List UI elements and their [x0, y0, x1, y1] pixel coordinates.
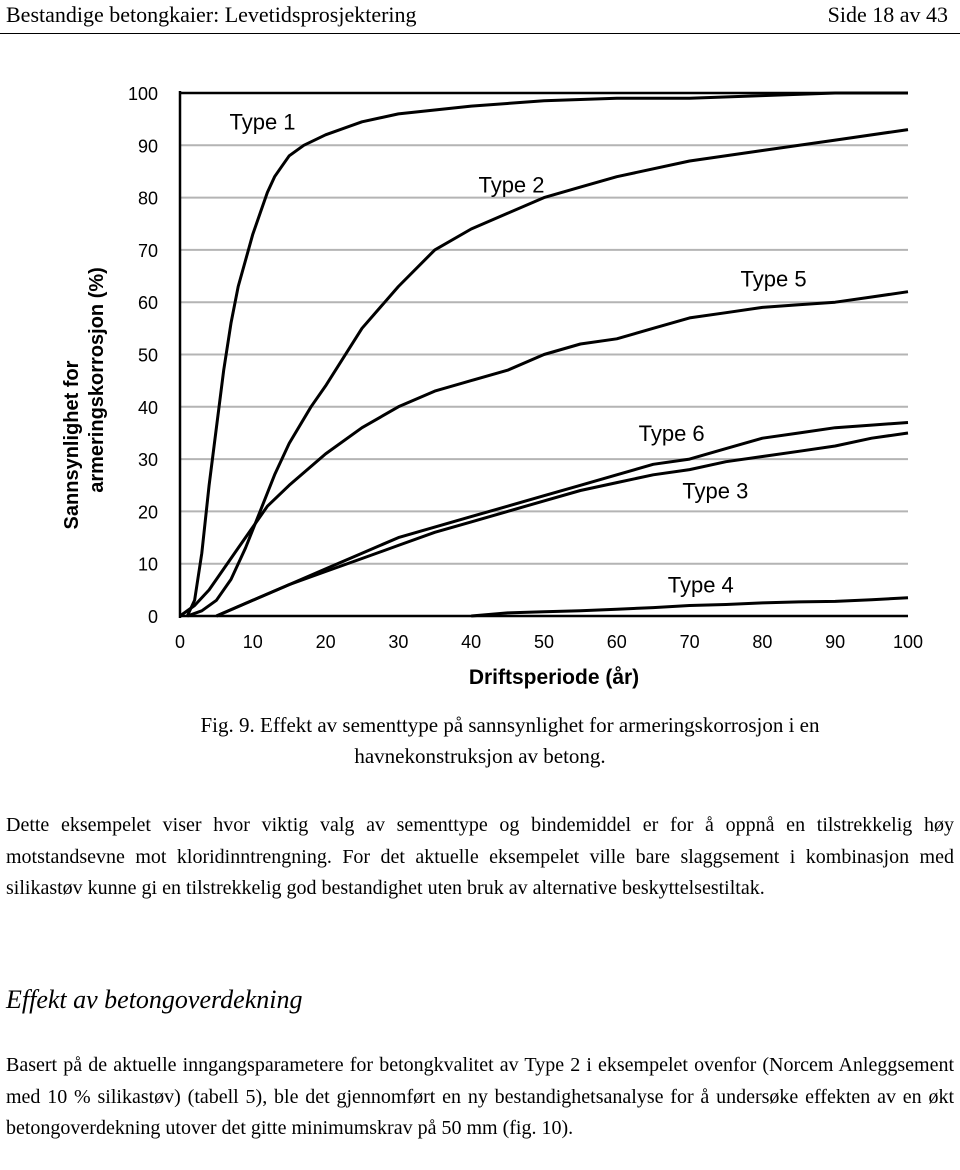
y-axis-label-line-1: Sannsynlighet for [61, 360, 83, 530]
x-tick-label-50: 50 [533, 632, 555, 652]
chart-svg [0, 60, 960, 700]
header-rule [0, 33, 960, 34]
series-label-type-2: Type 2 [478, 172, 545, 198]
x-tick-label-80: 80 [752, 632, 773, 652]
x-tick-label-60: 60 [606, 632, 627, 652]
document-title: Bestandige betongkaier: Levetidsprosjektering [6, 2, 417, 27]
x-tick-label-20: 20 [315, 632, 336, 652]
body-paragraph-1: Dette eksempelet viser hvor viktig valg av sementtype og bindemiddel er for å oppnå en tilstrekkelig høy motstandsevne mot kloridinntrengning. For det aktuelle eksempelet ville bare slaggsement i kombinasjon med silikastøv kunne gi en tilstrekkelig god bestandighet uten bruk av alternative beskyttelsestiltak. [6, 814, 954, 899]
x-tick-label-90: 90 [825, 632, 846, 652]
series-line-type-4 [471, 598, 908, 616]
y-tick-label-10: 10 [137, 554, 158, 575]
x-tick-label-70: 70 [679, 632, 700, 652]
y-tick-label-90: 90 [137, 136, 158, 157]
y-tick-label-80: 80 [137, 188, 158, 209]
y-tick-label-50: 50 [137, 345, 158, 366]
series-label-type-1: Type 1 [229, 109, 296, 135]
y-tick-label-100: 100 [127, 84, 158, 104]
chart-figure [0, 60, 960, 700]
body-paragraph-2: Basert på de aktuelle inngangsparametere for betongkvalitet av Type 2 i eksempelet ovenfor (Norcem Anleggsement med 10 % silikastøv) (tabell 5), ble det gjennomført en ny bestandighetsanalyse for å undersøke effekten av en økt betongoverdekning utover det gitte minimumskrav på 50 mm (fig. 10). [6, 1054, 954, 1139]
x-axis-label: Driftsperiode (år) [468, 666, 640, 689]
x-tick-label-10: 10 [242, 632, 263, 652]
y-tick-label-40: 40 [137, 397, 158, 418]
series-label-type-3: Type 3 [682, 478, 749, 504]
y-tick-label-60: 60 [137, 293, 158, 314]
page-header [6, 2, 948, 32]
caption-line-1: Fig. 9. Effekt av sementtype på sannsynlighet for armeringskorrosjon i en [200, 713, 820, 737]
series-line-type-5 [180, 292, 908, 616]
x-tick-label-30: 30 [388, 632, 409, 652]
y-tick-label-0: 0 [147, 607, 158, 627]
page-number: Side 18 av 43 [827, 2, 948, 27]
series-label-type-6: Type 6 [638, 420, 705, 446]
x-tick-label-40: 40 [461, 632, 482, 652]
y-tick-label-30: 30 [137, 450, 158, 471]
series-label-type-4: Type 4 [667, 572, 734, 598]
series-label-type-5: Type 5 [740, 266, 807, 292]
y-tick-label-20: 20 [137, 502, 158, 523]
series-line-type-2 [187, 130, 908, 616]
figure-caption [0, 710, 960, 772]
y-tick-label-70: 70 [137, 240, 158, 261]
y-axis-label-line-2: armeringskorrosjon (%) [86, 267, 108, 493]
x-tick-label-0: 0 [174, 632, 186, 652]
x-tick-label-100: 100 [892, 632, 924, 652]
section-heading: Effekt av betongoverdekning [6, 985, 303, 1014]
caption-line-2: havnekonstruksjon av betong. [354, 744, 606, 768]
